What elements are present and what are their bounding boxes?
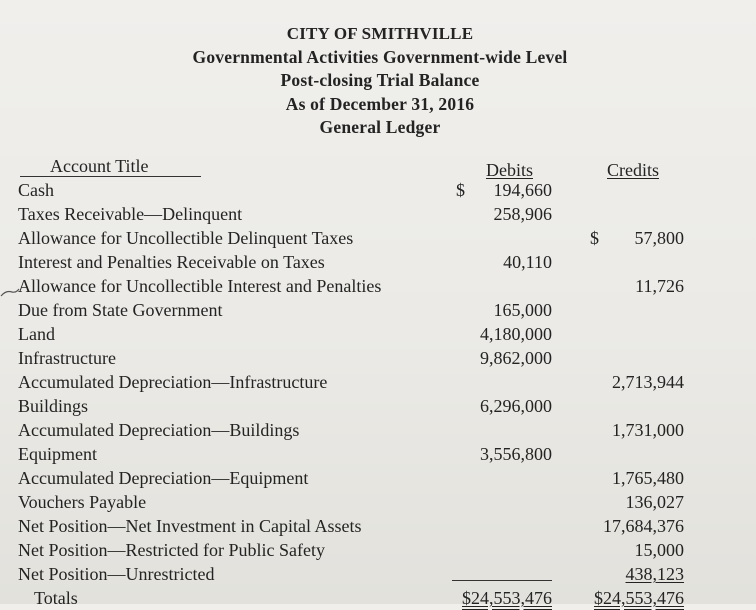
account-title: Accumulated Depreciation—Equipment (18, 468, 309, 488)
table-row (0, 322, 756, 346)
column-header-debits: Debits (486, 160, 533, 180)
totals-label: Totals (34, 588, 78, 608)
account-title: Interest and Penalties Receivable on Taxes (18, 252, 325, 272)
table-row (0, 370, 756, 394)
table-row (0, 394, 756, 418)
account-title: Accumulated Depreciation—Buildings (18, 420, 300, 440)
debit-total-rule (452, 580, 552, 581)
account-rows (0, 178, 756, 610)
table-row (0, 490, 756, 514)
credit-amount: 136,027 (625, 492, 684, 512)
credit-amount: 15,000 (634, 540, 684, 560)
account-title: Due from State Government (18, 300, 223, 320)
table-row (0, 202, 756, 226)
credit-amount: 1,765,480 (612, 468, 684, 488)
report-title: Post-closing Trial Balance (280, 70, 480, 90)
table-row (0, 226, 756, 250)
table-row (0, 250, 756, 274)
table-row (0, 274, 756, 298)
ledger-name: General Ledger (319, 117, 441, 137)
column-header-credits: Credits (607, 160, 659, 180)
account-title: Vouchers Payable (18, 492, 147, 512)
account-title: Buildings (18, 396, 89, 416)
total-credits: $24,553,476 (594, 588, 684, 608)
account-title: Net Position—Unrestricted (18, 564, 215, 584)
account-title: Cash (18, 180, 54, 200)
account-title: Taxes Receivable—Delinquent (18, 204, 243, 224)
account-title: Infrastructure (18, 348, 116, 368)
credit-amount: 11,726 (635, 276, 684, 296)
account-title: Accumulated Depreciation—Infrastructure (18, 372, 328, 392)
table-row (0, 538, 756, 562)
credit-amount: 438,123 (625, 564, 684, 584)
account-title: Allowance for Uncollectible Delinquent Taxes (18, 228, 354, 248)
report-heading (0, 22, 756, 140)
table-row (0, 514, 756, 538)
column-header-account-title: Account Title (20, 156, 201, 177)
credit-amount: 57,800 (634, 228, 684, 248)
debit-amount: 6,296,000 (480, 396, 552, 416)
debit-amount: 258,906 (493, 204, 552, 224)
report-subtitle: Governmental Activities Government-wide Level (192, 46, 568, 67)
total-debits: $24,553,476 (462, 588, 552, 608)
credit-amount: 17,684,376 (603, 516, 684, 536)
account-title: Land (18, 324, 55, 344)
totals-row (0, 586, 756, 610)
credit-amount: 1,731,000 (612, 420, 684, 440)
account-title: Equipment (18, 444, 97, 464)
account-title: Allowance for Uncollectible Interest and Penalties (18, 276, 382, 296)
debit-amount: 4,180,000 (480, 324, 552, 344)
table-row (0, 418, 756, 442)
report-date: As of December 31, 2016 (285, 93, 475, 114)
table-row (0, 466, 756, 490)
account-title: Net Position—Restricted for Public Safety (18, 540, 325, 560)
debit-amount: 194,660 (493, 180, 552, 200)
table-row (0, 298, 756, 322)
table-row (0, 562, 756, 586)
account-title: Net Position—Net Investment in Capital Assets (18, 516, 362, 536)
table-row (0, 442, 756, 466)
debit-amount: 165,000 (493, 300, 552, 320)
debit-amount: 9,862,000 (480, 348, 552, 368)
debit-currency-symbol: $ (456, 180, 465, 200)
city-name: CITY OF SMITHVILLE (286, 24, 474, 43)
table-row (0, 178, 756, 202)
credit-amount: 2,713,944 (612, 372, 684, 392)
debit-amount: 40,110 (503, 252, 552, 272)
debit-amount: 3,556,800 (480, 444, 552, 464)
credit-currency-symbol: $ (590, 228, 599, 248)
table-row (0, 346, 756, 370)
